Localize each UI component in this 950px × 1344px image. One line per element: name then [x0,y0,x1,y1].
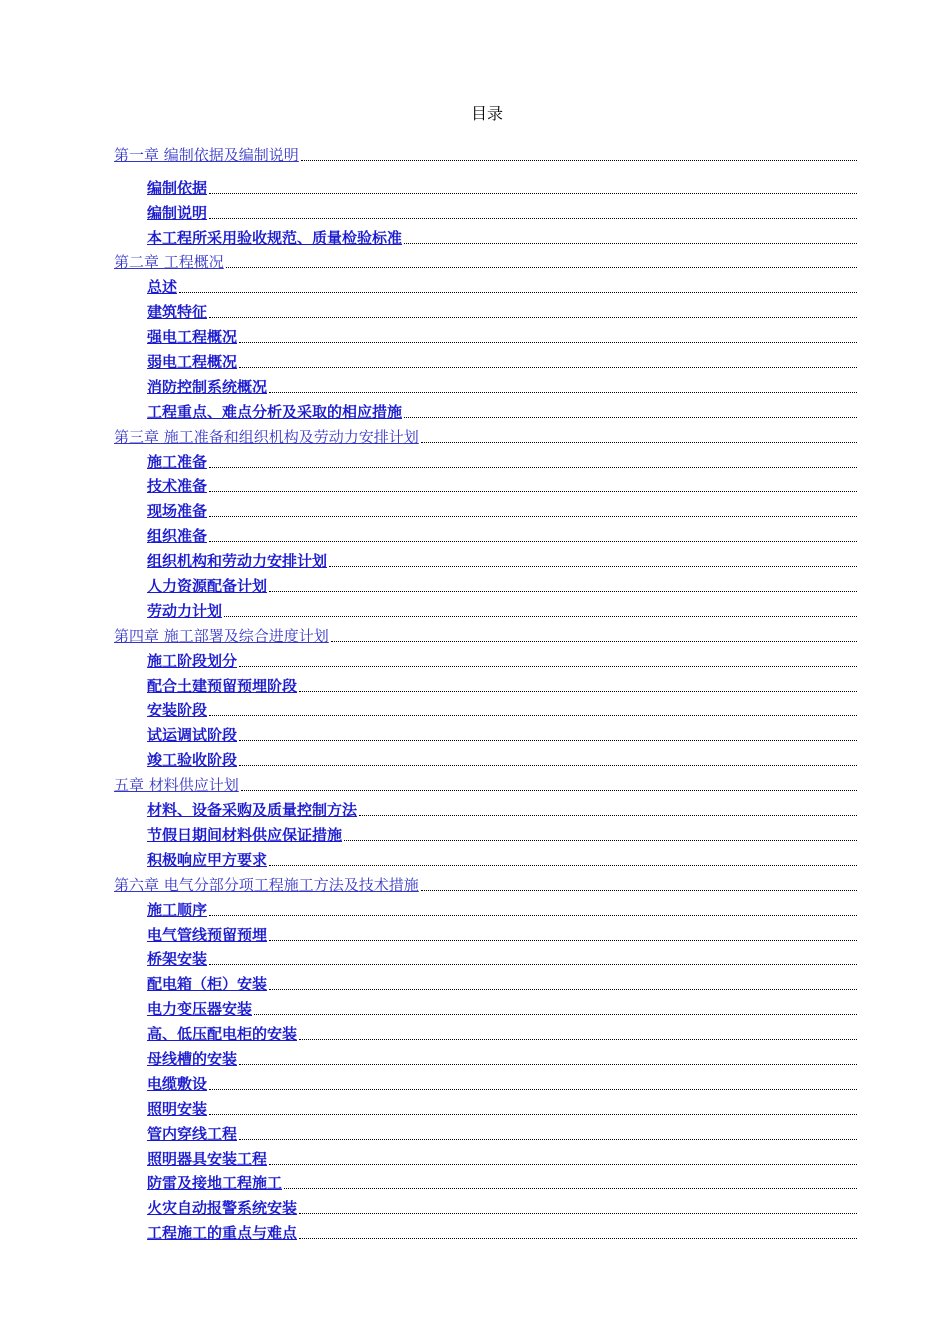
dot-leader [209,316,857,318]
toc-entry-label[interactable]: 母线槽的安装 [147,1049,238,1068]
toc-section-link[interactable] [114,571,857,596]
dot-leader [209,490,857,492]
dot-leader [239,739,857,741]
toc-entry-label[interactable]: 试运调试阶段 [147,726,238,745]
toc-entry-label[interactable]: 编制依据 [147,178,208,197]
toc-entry-label[interactable]: 材料、设备采购及质量控制方法 [147,801,358,820]
dot-leader [241,789,857,791]
toc-section-link[interactable] [114,994,857,1019]
toc-entry-label[interactable]: 第一章 编制依据及编制说明 [114,145,299,164]
toc-chapter-link[interactable] [114,621,857,646]
toc-section-link[interactable] [114,945,857,970]
toc-section-link[interactable] [114,1169,857,1194]
dot-leader [209,217,857,219]
dot-leader [269,391,857,393]
dot-leader [239,764,857,766]
toc-chapter-link[interactable] [114,770,857,795]
toc-entry-label[interactable]: 节假日期间材料供应保证措施 [147,825,343,844]
toc-entry-label[interactable]: 五章 材料供应计划 [114,776,239,795]
toc-section-link[interactable] [114,969,857,994]
dot-leader [239,1063,857,1065]
toc-chapter-link[interactable] [114,870,857,895]
dot-leader [269,1163,857,1165]
toc-entry-label[interactable]: 建筑特征 [147,303,208,322]
toc-section-link[interactable] [114,1019,857,1044]
toc-section-link[interactable] [114,1218,857,1243]
dot-leader [209,466,857,468]
dot-leader [209,714,857,716]
toc-section-link[interactable] [114,347,857,372]
dot-leader [301,159,857,161]
toc-entry-label[interactable]: 照明器具安装工程 [147,1149,268,1168]
toc-entry-label[interactable]: 管内穿线工程 [147,1124,238,1143]
toc-entry-label[interactable]: 高、低压配电柜的安装 [147,1025,298,1044]
toc-entry-label[interactable]: 第三章 施工准备和组织机构及劳动力安排计划 [114,427,419,446]
toc-entry-label[interactable]: 施工顺序 [147,900,208,919]
dot-leader [299,1038,857,1040]
toc-entry-label[interactable]: 第四章 施工部署及综合进度计划 [114,626,329,645]
toc-section-link[interactable] [114,521,857,546]
dot-leader [179,291,857,293]
dot-leader [239,1138,857,1140]
dot-leader [209,192,857,194]
toc-section-link[interactable] [114,472,857,497]
dot-leader [329,565,857,567]
dot-leader [404,416,857,418]
toc-section-link[interactable] [114,920,857,945]
dot-leader [269,590,857,592]
dot-leader [209,914,857,916]
dot-leader [299,690,857,692]
toc-chapter-link[interactable] [114,140,857,165]
toc-section-link[interactable] [114,1094,857,1119]
toc-entry-label[interactable]: 第六章 电气分部分项工程施工方法及技术措施 [114,875,419,894]
toc-entry-label[interactable]: 电力变压器安装 [147,1000,253,1019]
dot-leader [269,864,857,866]
toc-entry-label[interactable]: 桥架安装 [147,950,208,969]
dot-leader [421,441,857,443]
toc-section-link[interactable] [114,297,857,322]
toc-section-link[interactable] [114,671,857,696]
toc-entry-label[interactable]: 配合土建预留预埋阶段 [147,676,298,695]
dot-leader [421,889,857,891]
toc-section-link[interactable] [114,596,857,621]
dot-leader [269,939,857,941]
toc-chapter-link[interactable] [114,248,857,273]
dot-leader [331,640,857,642]
toc-section-link[interactable] [114,322,857,347]
toc-entry-label[interactable]: 劳动力计划 [147,601,223,620]
toc-section-link[interactable] [114,1119,857,1144]
dot-leader [226,266,857,268]
dot-leader [404,242,857,244]
toc-section-link[interactable] [114,1193,857,1218]
toc-entry-label[interactable]: 竣工验收阶段 [147,751,238,770]
toc-entry-label[interactable]: 工程施工的重点与难点 [147,1224,298,1243]
dot-leader [359,814,857,816]
toc-section-link[interactable] [114,1144,857,1169]
dot-leader [239,341,857,343]
toc-entry-label[interactable]: 现场准备 [147,502,208,521]
dot-leader [209,963,857,965]
toc-section-link[interactable] [114,845,857,870]
toc-entry-label[interactable]: 第二章 工程概况 [114,253,224,272]
dot-leader [209,515,857,517]
toc-entry-label[interactable]: 电气管线预留预埋 [147,925,268,944]
toc-entry-label[interactable]: 总述 [147,278,178,297]
toc-section-link[interactable] [114,1044,857,1069]
toc-section-link[interactable] [114,646,857,671]
toc-entry-label[interactable]: 安装阶段 [147,701,208,720]
toc-entry-label[interactable]: 强电工程概况 [147,328,238,347]
dot-leader [239,665,857,667]
toc-section-link[interactable] [114,397,857,422]
dot-leader [209,1113,857,1115]
toc-section-link[interactable] [114,745,857,770]
toc-entry-label[interactable]: 本工程所采用验收规范、质量检验标准 [147,228,403,247]
dot-leader [209,540,857,542]
toc-section-link[interactable] [114,546,857,571]
toc-entry-label[interactable]: 编制说明 [147,203,208,222]
toc-entry-label[interactable]: 技术准备 [147,477,208,496]
toc-section-link[interactable] [114,820,857,845]
toc-entry-label[interactable]: 工程重点、难点分析及采取的相应措施 [147,402,403,421]
toc-entry-label[interactable]: 电缆敷设 [147,1074,208,1093]
dot-leader [284,1187,857,1189]
toc-entry-label[interactable]: 防雷及接地工程施工 [147,1174,283,1193]
toc-chapter-link[interactable] [114,422,857,447]
dot-leader [269,988,857,990]
toc-entry-label[interactable]: 配电箱（柜）安装 [147,975,268,994]
toc-section-link[interactable] [114,272,857,297]
toc-section-link[interactable] [114,895,857,920]
toc-entry-label[interactable]: 弱电工程概况 [147,353,238,372]
dot-leader [254,1013,857,1015]
toc-entry-label[interactable]: 施工准备 [147,452,208,471]
page-title: 目录 [470,104,503,123]
toc-entry-label[interactable]: 照明安装 [147,1099,208,1118]
dot-leader [224,615,857,617]
toc-section-link[interactable] [114,447,857,472]
toc-section-link[interactable] [114,720,857,745]
toc-entry-label[interactable]: 组织准备 [147,527,208,546]
dot-leader [344,839,857,841]
toc-section-link[interactable] [114,696,857,721]
toc-entry-label[interactable]: 火灾自动报警系统安装 [147,1199,298,1218]
dot-leader [209,1088,857,1090]
toc-section-link[interactable] [114,223,857,248]
dot-leader [299,1212,857,1214]
dot-leader [239,366,857,368]
toc-entry-label[interactable]: 人力资源配备计划 [147,577,268,596]
toc-section-link[interactable] [114,1069,857,1094]
toc-section-link[interactable] [114,496,857,521]
toc-entry-label[interactable]: 消防控制系统概况 [147,377,268,396]
toc-section-link[interactable] [114,198,857,223]
toc-entry-label[interactable]: 积极响应甲方要求 [147,850,268,869]
toc-section-link[interactable] [114,795,857,820]
dot-leader [299,1237,857,1239]
toc-section-link[interactable] [114,173,857,198]
toc-entry-label[interactable]: 组织机构和劳动力安排计划 [147,552,328,571]
table-of-contents [114,140,857,1243]
toc-entry-label[interactable]: 施工阶段划分 [147,651,238,670]
toc-section-link[interactable] [114,372,857,397]
